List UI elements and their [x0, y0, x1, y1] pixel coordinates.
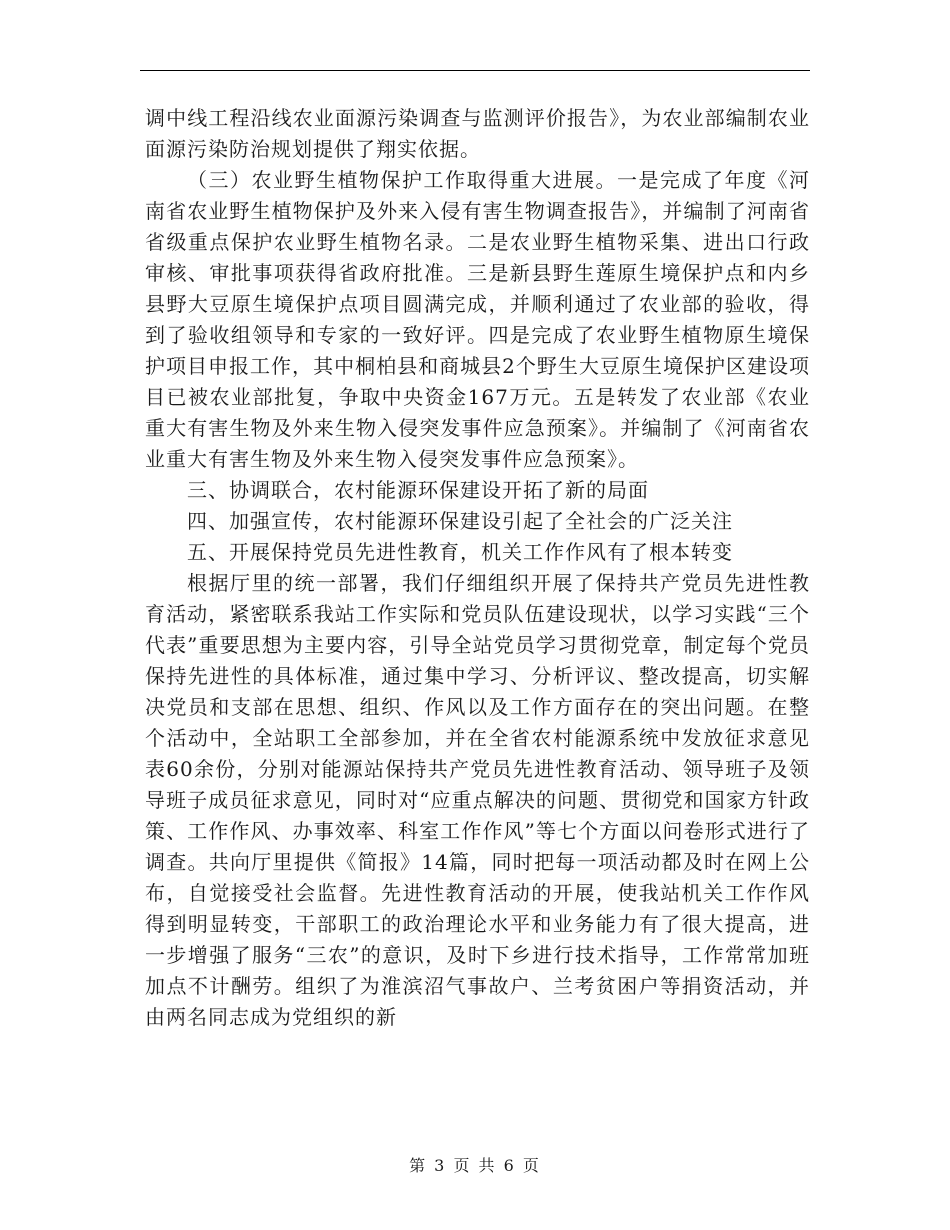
section-heading: 四、加强宣传，农村能源环保建设引起了全社会的广泛关注: [187, 509, 733, 533]
header-rule: [140, 70, 810, 71]
document-body: [145, 103, 810, 1033]
page-number-footer: 第 3 页 共 6 页: [409, 1156, 541, 1175]
paragraph: （三）农业野生植物保护工作取得重大进展。一是完成了年度《河南省农业野生植物保护及外来入侵有害生物调查报告》，并编制了河南省省级重点保护农业野生植物名录。二是农业野生植物采集、进出口行政审核、审批事项获得省政府批准。三是新县野生莲原生境保护点和内乡县野大豆原生境保护点项目圆满完成，并顺利通过了农业部的验收，得到了验收组领导和专家的一致好评。四是完成了农业野生植物原生境保护项目申报工作，其中桐柏县和商城县2个野生大豆原生境保护区建设项目已被农业部批复，争取中央资金167万元。五是转发了农业部《农业重大有害生物及外来生物入侵突发事件应急预案》。并编制了《河南省农业重大有害生物及外来生物入侵突发事件应急预案》。: [145, 168, 810, 471]
section-heading: 五、开展保持党员先进性教育，机关工作作风有了根本转变: [187, 540, 733, 564]
paragraph: 调中线工程沿线农业面源污染调查与监测评价报告》，为农业部编制农业面源污染防治规划提供了翔实依据。: [145, 106, 810, 161]
section-heading: 三、协调联合，农村能源环保建设开拓了新的局面: [187, 478, 649, 502]
paragraph: 根据厅里的统一部署，我们仔细组织开展了保持共产党员先进性教育活动，紧密联系我站工作实际和党员队伍建设现状，以学习实践“三个代表”重要思想为主要内容，引导全站党员学习贯彻党章，制定每个党员保持先进性的具体标准，通过集中学习、分析评议、整改提高，切实解决党员和支部在思想、组织、作风以及工作方面存在的突出问题。在整个活动中，全站职工全部参加，并在全省农村能源系统中发放征求意见表60余份，分别对能源站保持共产党员先进性教育活动、领导班子及领导班子成员征求意见，同时对“应重点解决的问题、贯彻党和国家方针政策、工作作风、办事效率、科室工作作风”等七个方面以问卷形式进行了调查。共向厅里提供《简报》14篇，同时把每一项活动都及时在网上公布，自觉接受社会监督。先进性教育活动的开展，使我站机关工作作风得到明显转变，干部职工的政治理论水平和业务能力有了很大提高，进一步增强了服务“三农”的意识，及时下乡进行技术指导，工作常常加班加点不计酬劳。组织了为淮滨沼气事故户、兰考贫困户等捐资活动，并由两名同志成为党组织的新: [145, 571, 810, 1029]
